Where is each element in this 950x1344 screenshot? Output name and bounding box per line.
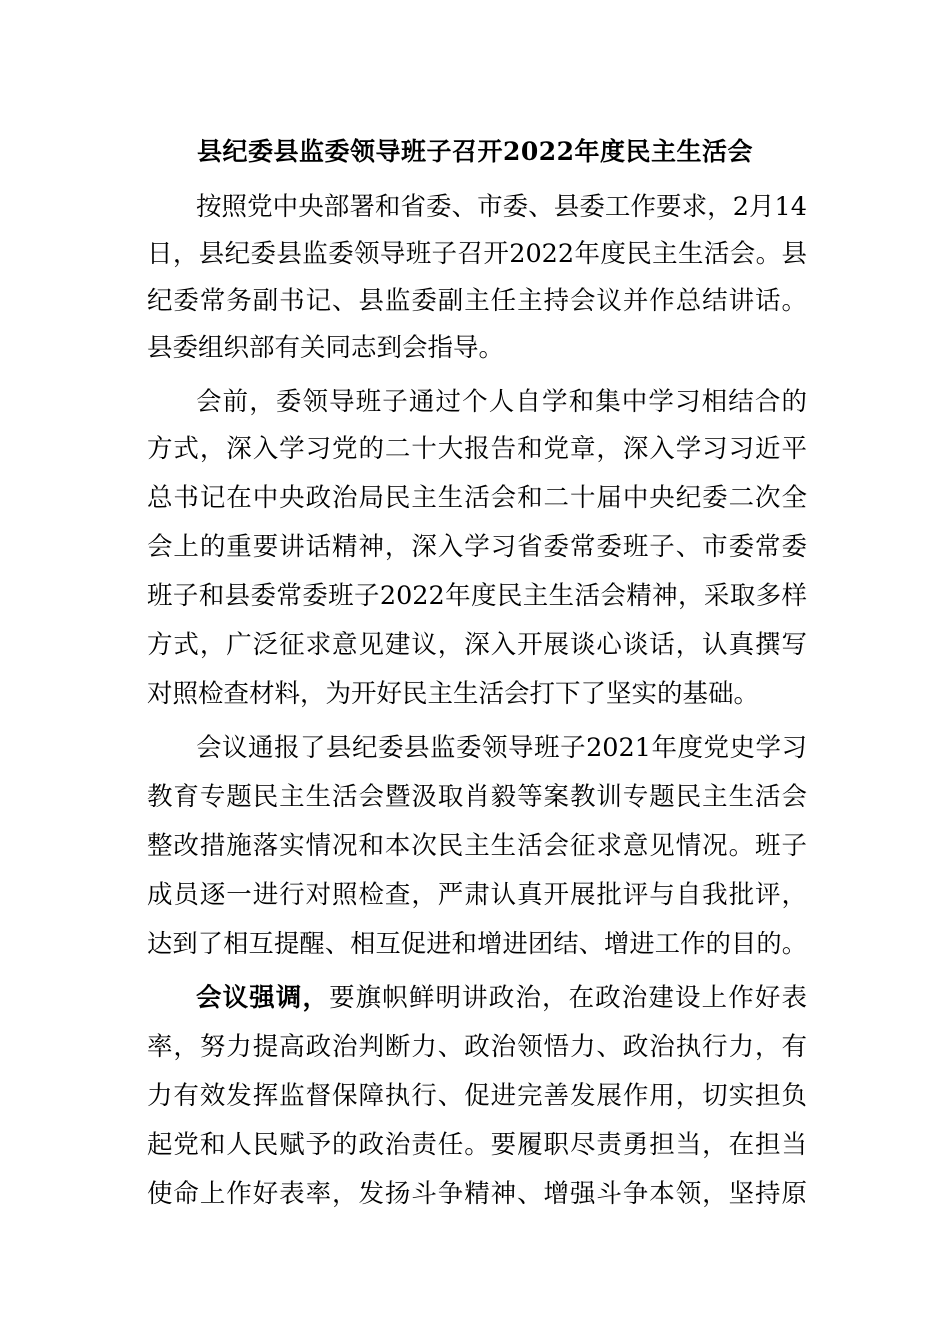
paragraph-1-line-4: 县委组织部有关同志到会指导。 — [147, 333, 505, 363]
paragraph-1-line-3: 纪委常务副书记、县监委副主任主持会议并作总结讲话。 — [147, 286, 807, 316]
paragraph-4-line-2: 率，努力提高政治判断力、政治领悟力、政治执行力，有 — [147, 1032, 807, 1062]
paragraph-2-line-1: 会前，委领导班子通过个人自学和集中学习相结合的 — [196, 387, 807, 417]
bold-lead-text: 会议强调， — [196, 983, 330, 1013]
paragraph-2-line-3: 总书记在中央政治局民主生活会和二十届中央纪委二次全 — [147, 483, 807, 513]
paragraph-4-line-3: 力有效发挥监督保障执行、促进完善发展作用，切实担负 — [147, 1081, 807, 1111]
paragraph-3-line-4: 成员逐一进行对照检查，严肃认真开展批评与自我批评， — [147, 880, 807, 910]
paragraph-3-line-5: 达到了相互提醒、相互促进和增进团结、增进工作的目的。 — [147, 929, 807, 958]
paragraph-1-line-1: 按照党中央部署和省委、市委、县委工作要求，2月14 — [196, 192, 807, 222]
paragraph-2-line-4: 会上的重要讲话精神，深入学习省委常委班子、市委常委 — [147, 532, 807, 562]
paragraph-4-line-5: 使命上作好表率，发扬斗争精神、增强斗争本领，坚持原 — [147, 1179, 807, 1209]
paragraph-2-line-2: 方式，深入学习党的二十大报告和党章，深入学习习近平 — [147, 434, 807, 464]
paragraph-2-line-5: 班子和县委常委班子2022年度民主生活会精神，采取多样 — [147, 581, 807, 611]
document-title: 县纪委县监委领导班子召开2022年度民主生活会 — [196, 137, 754, 166]
paragraph-3-line-3: 整改措施落实情况和本次民主生活会征求意见情况。班子 — [147, 831, 807, 861]
paragraph-3-line-2: 教育专题民主生活会暨汲取肖毅等案教训专题民主生活会 — [147, 782, 807, 812]
paragraph-4-line-1-text: 要旗帜鲜明讲政治，在政治建设上作好表 — [329, 983, 807, 1013]
paragraph-2-line-7: 对照检查材料，为开好民主生活会打下了坚实的基础。 — [147, 679, 760, 709]
paragraph-2-line-6: 方式，广泛征求意见建议，深入开展谈心谈话，认真撰写 — [147, 630, 807, 660]
paragraph-1-line-2: 日，县纪委县监委领导班子召开2022年度民主生活会。县 — [147, 239, 807, 269]
paragraph-4-line-4: 起党和人民赋予的政治责任。要履职尽责勇担当，在担当 — [147, 1130, 807, 1160]
paragraph-4-line-1 — [196, 978, 807, 1018]
paragraph-3-line-1: 会议通报了县纪委县监委领导班子2021年度党史学习 — [196, 733, 807, 763]
